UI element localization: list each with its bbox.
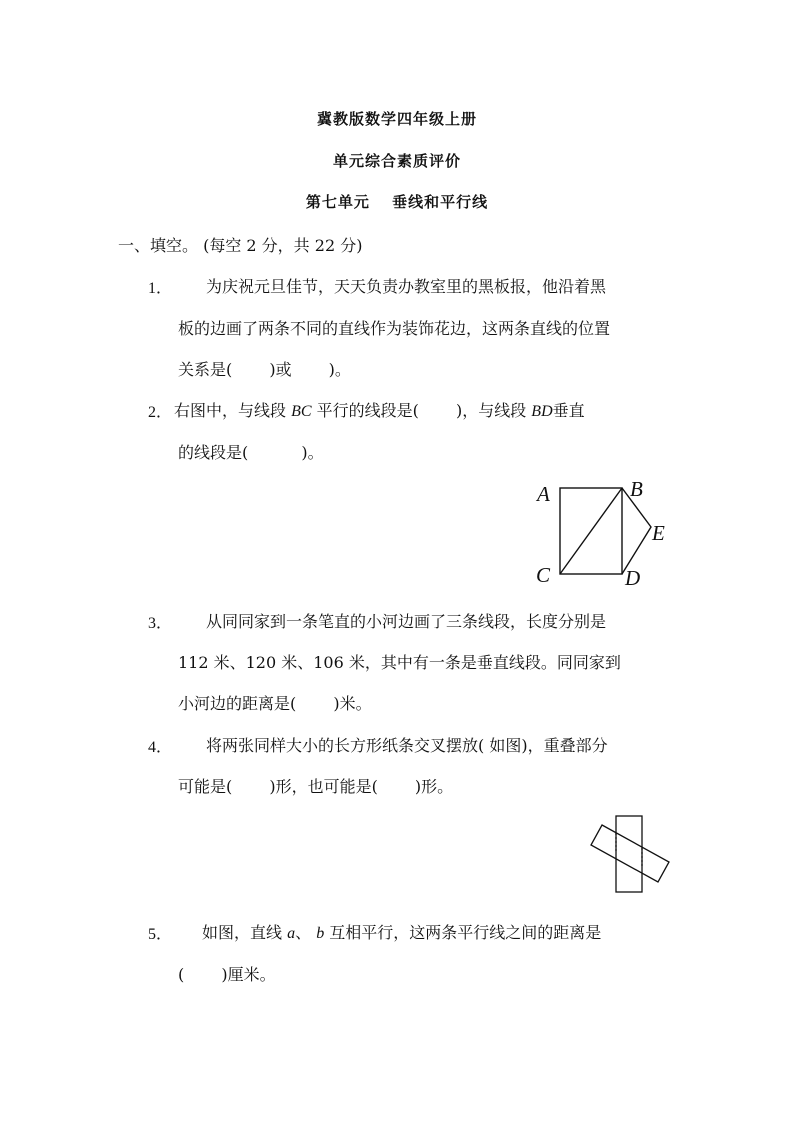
question-number: 5． xyxy=(148,926,173,943)
question-text xyxy=(174,398,585,421)
page-subtitle: 单元综合素质评价 xyxy=(332,152,461,170)
question-text: 的线段是( )。 xyxy=(178,443,324,462)
question-text xyxy=(202,920,601,943)
line-label-b: b xyxy=(316,925,325,942)
question-number: 4． xyxy=(148,739,173,756)
text-segment: 平行的线段是( )，与线段 xyxy=(311,401,532,420)
segment-label: BC xyxy=(291,403,312,420)
page-title: 冀教版数学四年级上册 xyxy=(316,110,477,128)
text-segment: 、 xyxy=(295,923,317,942)
text-segment: 互相平行，这两条平行线之间的距离是 xyxy=(324,923,602,942)
question-text: 从同同家到一条笔直的小河边画了三条线段，长度分别是 xyxy=(206,612,607,631)
text-segment: 右图中，与线段 xyxy=(174,401,292,420)
question-text: 关系是( )或 )。 xyxy=(178,360,351,379)
text-segment: 垂直 xyxy=(552,401,585,420)
unit-title: 第七单元 垂线和平行线 xyxy=(305,193,489,211)
label-d: D xyxy=(625,566,641,590)
section-heading: 一、填空。 (每空 2 分，共 22 分) xyxy=(118,236,363,255)
square-acbd xyxy=(560,488,622,574)
label-e: E xyxy=(652,521,665,545)
question-number: 1． xyxy=(148,280,173,297)
question-text: 板的边画了两条不同的直线作为装饰花边，这两条直线的位置 xyxy=(178,319,611,338)
line-label-a: a xyxy=(287,925,296,942)
question-text: 为庆祝元旦佳节，天天负责办教室里的黑板报，他沿着黑 xyxy=(206,277,607,296)
question-text: 将两张同样大小的长方形纸条交叉摆放( 如图)，重叠部分 xyxy=(206,736,608,755)
segment-label: BD xyxy=(531,403,553,420)
vertical-strip xyxy=(616,816,642,892)
diagonal-bc xyxy=(560,488,622,574)
label-c: C xyxy=(536,563,551,587)
question-text: 小河边的距离是( )米。 xyxy=(178,694,372,713)
question-number: 3． xyxy=(148,615,173,632)
tilted-strip xyxy=(591,825,669,882)
triangle-bed xyxy=(622,488,651,574)
question-number: 2． xyxy=(148,404,173,421)
text-segment: 如图，直线 xyxy=(202,923,288,942)
label-b: B xyxy=(630,477,643,501)
question-text: 112 米、120 米、106 米，其中有一条是垂直线段。同同家到 xyxy=(178,653,621,672)
question-text: 可能是( )形，也可能是( )形。 xyxy=(178,777,454,796)
label-a: A xyxy=(537,482,550,506)
question-text: ( )厘米。 xyxy=(178,965,276,984)
